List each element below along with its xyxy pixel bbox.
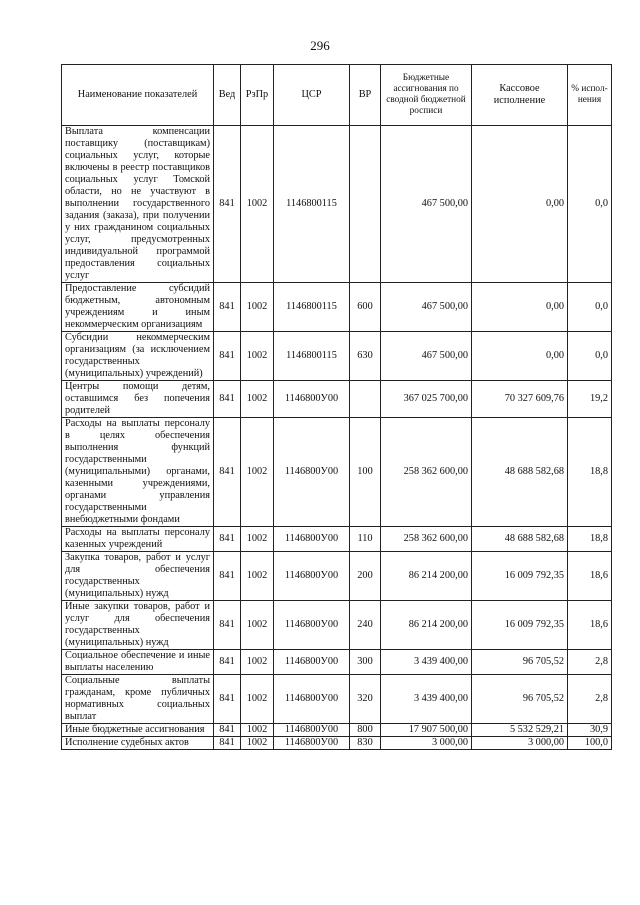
row-csr-cell: 1146800У00	[274, 650, 350, 675]
row-name-cell: Предоставление субсидий бюджетным, автономным учреждениям и иным некоммерческим организациям	[62, 283, 214, 332]
row-percent-cell: 0,0	[568, 126, 612, 283]
row-csr-cell: 1146800115	[274, 332, 350, 381]
row-cash-cell: 70 327 609,76	[472, 381, 568, 418]
row-rzpr-cell: 1002	[241, 126, 274, 283]
table-row	[62, 381, 612, 418]
row-csr-cell: 1146800У00	[274, 381, 350, 418]
row-ved-cell: 841	[214, 552, 241, 601]
row-cash-cell: 16 009 792,35	[472, 552, 568, 601]
row-rzpr-cell: 1002	[241, 418, 274, 527]
row-csr-cell: 1146800У00	[274, 418, 350, 527]
row-ved-cell: 841	[214, 126, 241, 283]
row-ved-cell: 841	[214, 675, 241, 724]
row-name-cell: Социальные выплаты гражданам, кроме публичных нормативных социальных выплат	[62, 675, 214, 724]
row-name-cell: Расходы на выплаты персоналу казенных учреждений	[62, 527, 214, 552]
row-csr-cell: 1146800У00	[274, 601, 350, 650]
row-percent-cell: 18,6	[568, 601, 612, 650]
row-percent-cell: 18,8	[568, 418, 612, 527]
row-cash-cell: 5 532 529,21	[472, 724, 568, 737]
row-vr-cell: 200	[350, 552, 381, 601]
row-name-cell: Расходы на выплаты персоналу в целях обеспечения выполнения функций государственными (муниципальными) органами, казенными учреждениями, органами управления государственными внебюджетными фондами	[62, 418, 214, 527]
row-cash-cell: 0,00	[472, 126, 568, 283]
table-row	[62, 601, 612, 650]
row-budget-cell: 467 500,00	[381, 126, 472, 283]
row-csr-cell: 1146800У00	[274, 675, 350, 724]
row-vr-cell: 830	[350, 737, 381, 750]
row-budget-cell: 86 214 200,00	[381, 601, 472, 650]
header-vr: ВР	[350, 65, 381, 126]
row-vr-cell: 600	[350, 283, 381, 332]
row-percent-cell: 2,8	[568, 650, 612, 675]
table-row	[62, 126, 612, 283]
table-row	[62, 418, 612, 527]
header-ved: Вед	[214, 65, 241, 126]
row-percent-cell: 0,0	[568, 332, 612, 381]
row-cash-cell: 0,00	[472, 332, 568, 381]
row-rzpr-cell: 1002	[241, 332, 274, 381]
row-name-cell: Субсидии некоммерческим организациям (за исключением государственных (муниципальных) учреждений)	[62, 332, 214, 381]
row-budget-cell: 467 500,00	[381, 332, 472, 381]
row-csr-cell: 1146800У00	[274, 527, 350, 552]
row-vr-cell: 630	[350, 332, 381, 381]
row-rzpr-cell: 1002	[241, 283, 274, 332]
row-budget-cell: 3 439 400,00	[381, 675, 472, 724]
row-ved-cell: 841	[214, 601, 241, 650]
row-rzpr-cell: 1002	[241, 675, 274, 724]
row-ved-cell: 841	[214, 737, 241, 750]
row-name-cell: Иные бюджетные ассигнования	[62, 724, 214, 737]
row-name-cell: Центры помощи детям, оставшимся без попечения родителей	[62, 381, 214, 418]
row-vr-cell: 300	[350, 650, 381, 675]
row-cash-cell: 16 009 792,35	[472, 601, 568, 650]
row-csr-cell: 1146800115	[274, 126, 350, 283]
row-ved-cell: 841	[214, 283, 241, 332]
row-ved-cell: 841	[214, 381, 241, 418]
row-ved-cell: 841	[214, 724, 241, 737]
table-row	[62, 283, 612, 332]
row-rzpr-cell: 1002	[241, 724, 274, 737]
table-header-row	[62, 65, 612, 126]
row-budget-cell: 258 362 600,00	[381, 527, 472, 552]
row-vr-cell	[350, 126, 381, 283]
row-rzpr-cell: 1002	[241, 527, 274, 552]
header-name: Наименование показателей	[62, 65, 214, 126]
row-percent-cell: 0,0	[568, 283, 612, 332]
row-csr-cell: 1146800У00	[274, 552, 350, 601]
row-percent-cell: 18,8	[568, 527, 612, 552]
row-ved-cell: 841	[214, 418, 241, 527]
row-name-cell: Исполнение судебных актов	[62, 737, 214, 750]
row-percent-cell: 30,9	[568, 724, 612, 737]
row-budget-cell: 3 439 400,00	[381, 650, 472, 675]
row-budget-cell: 17 907 500,00	[381, 724, 472, 737]
row-rzpr-cell: 1002	[241, 552, 274, 601]
row-vr-cell: 800	[350, 724, 381, 737]
row-csr-cell: 1146800У00	[274, 724, 350, 737]
table-row	[62, 552, 612, 601]
budget-table	[61, 64, 612, 750]
row-cash-cell: 96 705,52	[472, 650, 568, 675]
row-cash-cell: 48 688 582,68	[472, 527, 568, 552]
row-percent-cell: 100,0	[568, 737, 612, 750]
row-budget-cell: 258 362 600,00	[381, 418, 472, 527]
header-cash: Кассовое исполнение	[472, 65, 568, 126]
row-csr-cell: 1146800115	[274, 283, 350, 332]
table-row	[62, 724, 612, 737]
header-budget: Бюджетные ассигнования по сводной бюджетной росписи	[381, 65, 472, 126]
table-row	[62, 527, 612, 552]
header-percent: % испол-нения	[568, 65, 612, 126]
row-percent-cell: 2,8	[568, 675, 612, 724]
row-ved-cell: 841	[214, 650, 241, 675]
row-cash-cell: 0,00	[472, 283, 568, 332]
row-csr-cell: 1146800У00	[274, 737, 350, 750]
table-row	[62, 675, 612, 724]
table-row	[62, 650, 612, 675]
row-vr-cell: 110	[350, 527, 381, 552]
row-budget-cell: 3 000,00	[381, 737, 472, 750]
row-budget-cell: 467 500,00	[381, 283, 472, 332]
row-name-cell: Закупка товаров, работ и услуг для обеспечения государственных (муниципальных) нужд	[62, 552, 214, 601]
row-percent-cell: 18,6	[568, 552, 612, 601]
row-vr-cell	[350, 381, 381, 418]
row-name-cell: Выплата компенсации поставщику (поставщикам) социальных услуг, которые включены в реестр поставщиков социальных услуг Томской области, но не участвуют в выполнении государственного задания (заказа), при получении у них гражданином социальных услуг, предусмотренных индивидуальной программой предоставления социальных услуг	[62, 126, 214, 283]
row-vr-cell: 320	[350, 675, 381, 724]
page-number: 296	[310, 38, 330, 53]
row-vr-cell: 100	[350, 418, 381, 527]
row-ved-cell: 841	[214, 527, 241, 552]
row-budget-cell: 367 025 700,00	[381, 381, 472, 418]
row-budget-cell: 86 214 200,00	[381, 552, 472, 601]
row-ved-cell: 841	[214, 332, 241, 381]
row-cash-cell: 3 000,00	[472, 737, 568, 750]
row-name-cell: Социальное обеспечение и иные выплаты населению	[62, 650, 214, 675]
row-percent-cell: 19,2	[568, 381, 612, 418]
row-rzpr-cell: 1002	[241, 650, 274, 675]
table-row	[62, 737, 612, 750]
row-cash-cell: 48 688 582,68	[472, 418, 568, 527]
row-rzpr-cell: 1002	[241, 601, 274, 650]
header-csr: ЦСР	[274, 65, 350, 126]
row-name-cell: Иные закупки товаров, работ и услуг для обеспечения государственных (муниципальных) нужд	[62, 601, 214, 650]
row-rzpr-cell: 1002	[241, 737, 274, 750]
table-row	[62, 332, 612, 381]
header-rzpr: РзПр	[241, 65, 274, 126]
row-rzpr-cell: 1002	[241, 381, 274, 418]
row-cash-cell: 96 705,52	[472, 675, 568, 724]
row-vr-cell: 240	[350, 601, 381, 650]
